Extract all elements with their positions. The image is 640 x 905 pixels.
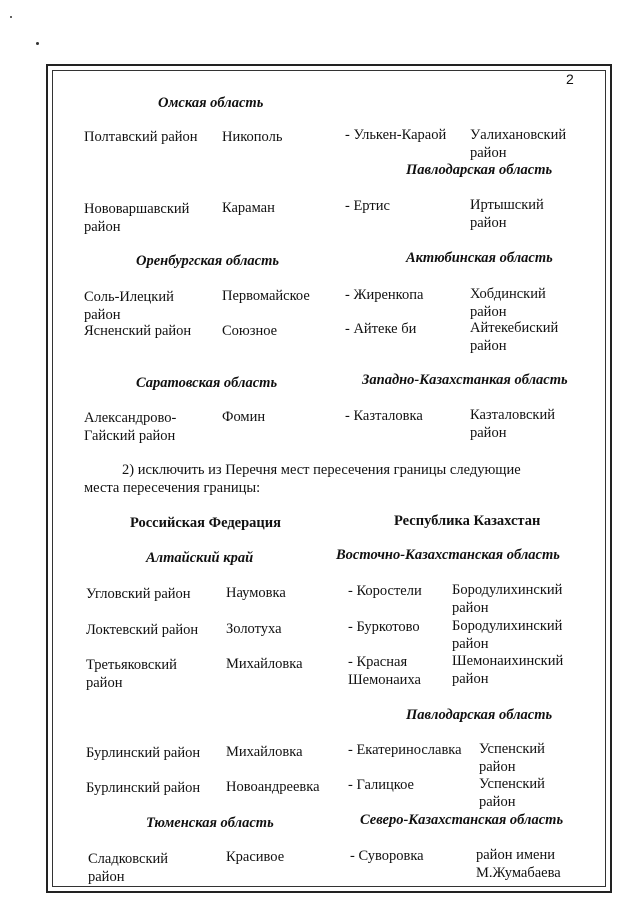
kz-district: Иртышский район xyxy=(470,197,544,231)
russia-header: Российская Федерация xyxy=(130,515,281,531)
kz-crossing-point: - Улькен-Караой xyxy=(345,127,447,143)
ru-settlement: Михайловка xyxy=(226,656,303,672)
kz-district: Казталовский район xyxy=(470,407,555,441)
kz-district: Хобдинский район xyxy=(470,286,546,320)
ru-settlement: Красивое xyxy=(226,849,285,865)
kz-crossing-point: - Суворовка xyxy=(350,848,424,864)
ru-settlement: Михайловка xyxy=(226,744,303,760)
kz-region-heading: Западно-Казахстанкая область xyxy=(362,372,568,388)
ru-district: Локтевский район xyxy=(86,622,199,638)
ru-settlement: Золотуха xyxy=(226,621,282,637)
ru-region-heading: Алтайский край xyxy=(146,550,254,566)
ru-settlement: Новоандреевка xyxy=(226,779,320,795)
ru-district: Александрово-Гайский район xyxy=(84,410,177,444)
kz-crossing-point: - Айтеке би xyxy=(345,321,417,337)
ru-region-heading: Саратовская область xyxy=(136,375,278,391)
ru-settlement: Союзное xyxy=(222,323,278,339)
kz-district: Шемонаихинский район xyxy=(452,653,564,687)
kz-district: Уалихановский район xyxy=(470,127,567,161)
kz-region-heading: Восточно-Казахстанская область xyxy=(336,547,560,563)
kz-crossing-point: - Коростели xyxy=(348,583,422,599)
kz-district: Успенский район xyxy=(479,776,545,810)
kz-district: Бородулихинский район xyxy=(452,582,563,616)
ru-settlement: Фомин xyxy=(222,409,266,425)
kz-region-heading: Северо-Казахстанская область xyxy=(360,812,564,828)
ru-region-heading: Оренбургская область xyxy=(136,253,280,269)
kz-district: Успенский район xyxy=(479,741,545,775)
kz-region-heading: Павлодарская область xyxy=(406,162,553,178)
ru-settlement: Первомайское xyxy=(222,288,310,304)
kz-crossing-point: - Екатеринославка xyxy=(348,742,462,758)
kz-region-heading: Павлодарская область xyxy=(406,707,553,723)
kz-crossing-point: - Галицкое xyxy=(348,777,414,793)
scan-speck xyxy=(36,42,39,45)
ru-district: Бурлинский район xyxy=(86,780,201,796)
kz-crossing-point: - Красная Шемонаиха xyxy=(348,654,421,688)
scan-speck xyxy=(10,16,12,18)
ru-settlement: Наумовка xyxy=(226,585,286,601)
kazakhstan-header: Республика Казахстан xyxy=(394,513,541,529)
ru-district: Соль-Илецкий район xyxy=(84,289,174,323)
ru-region-heading: Омская область xyxy=(158,95,264,111)
kz-district: Айтекебиский район xyxy=(470,320,559,354)
kz-crossing-point: - Буркотово xyxy=(348,619,420,635)
ru-district: Сладковский район xyxy=(88,851,169,885)
ru-settlement: Никополь xyxy=(222,129,283,145)
ru-district: Ясненский район xyxy=(84,323,192,339)
kz-district: Бородулихинский район xyxy=(452,618,563,652)
kz-crossing-point: - Ертис xyxy=(345,198,390,214)
ru-region-heading: Тюменская область xyxy=(146,815,274,831)
ru-district: Полтавский район xyxy=(84,129,198,145)
ru-district: Бурлинский район xyxy=(86,745,201,761)
page-number: 2 xyxy=(566,71,574,87)
kz-crossing-point: - Жиренкопа xyxy=(345,287,424,303)
kz-crossing-point: - Казталовка xyxy=(345,408,423,424)
ru-district: Нововаршавский район xyxy=(84,201,190,235)
ru-district: Угловский район xyxy=(86,586,191,602)
kz-district: район имени М.Жумабаева xyxy=(476,847,561,881)
exclusion-paragraph: 2) исключить из Перечня мест пересечения границы следующие места пересечения границы: xyxy=(84,462,521,496)
kz-region-heading: Актюбинская область xyxy=(406,250,553,266)
ru-settlement: Караман xyxy=(222,200,275,216)
ru-district: Третьяковский район xyxy=(86,657,177,691)
